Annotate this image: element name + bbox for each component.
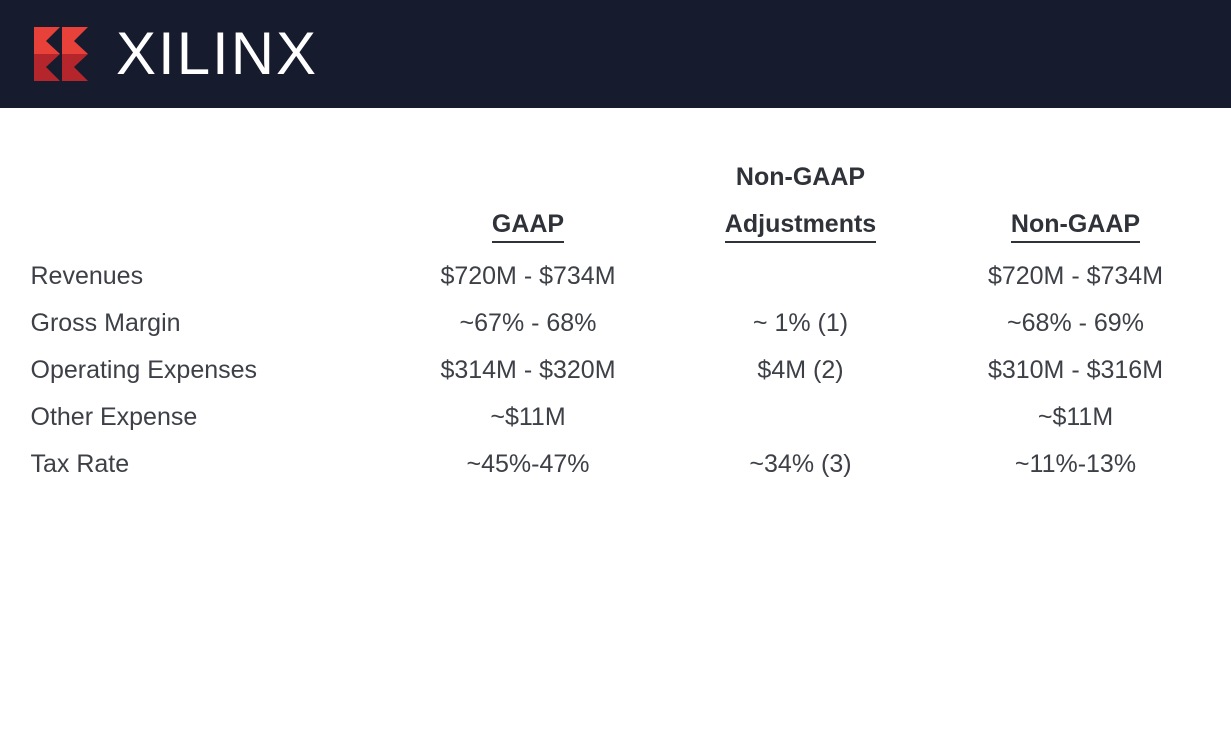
supertitle-nongaap: Non-GAAP (735, 163, 866, 191)
table-supertitle-row (21, 158, 1211, 210)
row-nongaap-value: $720M - $734M (987, 262, 1164, 290)
xilinx-logo-icon (34, 27, 96, 81)
row-nongaap-value: ~11%-13% (1014, 450, 1137, 478)
supertitle-spacer-2 (396, 158, 661, 210)
column-header-adjustments (661, 210, 941, 253)
row-label: Operating Expenses (30, 356, 258, 384)
brand-wordmark: XILINX (116, 20, 319, 87)
supertitle-spacer-3 (941, 158, 1211, 210)
row-gaap-value: ~67% - 68% (459, 309, 597, 337)
column-header-nongaap-label: Non-GAAP (1011, 210, 1140, 243)
column-header-nongaap (941, 210, 1211, 253)
row-gaap-value: ~$11M (490, 403, 566, 431)
row-label: Other Expense (30, 403, 198, 431)
table-row (21, 441, 1211, 488)
row-label: Gross Margin (30, 309, 181, 337)
row-adjustments-value: ~ 1% (1) (752, 309, 849, 337)
table-row (21, 347, 1211, 394)
column-header-adjustments-label: Adjustments (725, 210, 876, 243)
supertitle-spacer-1 (21, 158, 396, 210)
table-row (21, 300, 1211, 347)
row-adjustments-value: ~34% (3) (749, 450, 852, 478)
guidance-table (21, 158, 1211, 488)
row-nongaap-value: $310M - $316M (987, 356, 1164, 384)
table-row (21, 253, 1211, 300)
row-adjustments-value: $4M (2) (757, 356, 844, 384)
row-adjustments-value (661, 253, 941, 300)
page-header (0, 0, 1231, 108)
table-header-row (21, 210, 1211, 253)
row-gaap-value: ~45%-47% (466, 450, 590, 478)
row-adjustments-value (661, 394, 941, 441)
column-header-gaap (396, 210, 661, 253)
row-label: Revenues (30, 262, 144, 290)
row-label: Tax Rate (30, 450, 130, 478)
row-gaap-value: $720M - $734M (440, 262, 616, 290)
table-row (21, 394, 1211, 441)
row-nongaap-value: ~68% - 69% (1007, 309, 1144, 337)
column-header-gaap-label: GAAP (492, 210, 564, 243)
row-gaap-value: $314M - $320M (440, 356, 616, 384)
table-body (21, 253, 1211, 488)
row-nongaap-value: ~$11M (1037, 403, 1114, 431)
guidance-sheet (0, 108, 1231, 488)
column-header-blank (21, 210, 396, 253)
